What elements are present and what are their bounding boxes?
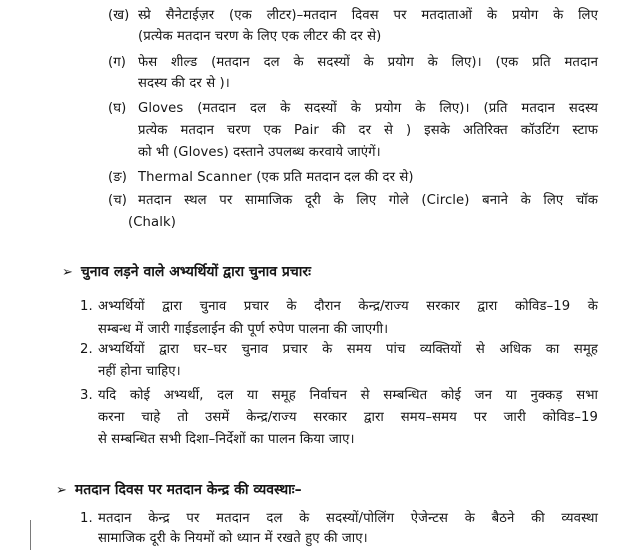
item-line: स्प्रे सैनेटाईज़र (एक लीटर)–मतदान दिवस पर मतदाताओं के प्रयोग के लिए: [138, 8, 598, 23]
section-heading-polling-day: [56, 480, 302, 501]
list-item-nga: [108, 167, 598, 188]
section-heading-text: चुनाव लड़ने वाले अभ्यर्थियों द्वारा चुनाव प्रचारः: [80, 264, 311, 280]
item-marker: (ग): [108, 55, 127, 70]
list-item-gha: [108, 98, 598, 162]
item-line: सम्बन्ध में जारी गाईडलाईन की पूर्ण रुपेण पालना की जाएगी।: [98, 322, 389, 337]
item-line: Gloves (मतदान दल के सदस्यों के प्रयोग के लिए)। (प्रति मतदान सदस्य: [138, 101, 598, 116]
item-line: मतदान केन्द्र पर मतदान दल के सदस्यों/पोलिंग ऐजेन्टस के बैठने की व्यवस्था: [98, 511, 598, 526]
item-line: यदि कोई अभ्यर्थी, दल या समूह निर्वाचन से सम्बन्धित कोई जन या नुक्कड़ सभा: [98, 388, 598, 403]
list-item-campaign-3: [80, 385, 600, 451]
page-margin-line: [30, 520, 31, 550]
item-line: प्रत्येक मतदान चरण एक Pair की दर से ) इसके अतिरिक्त कॉउटिंग स्टाफ: [138, 123, 598, 138]
item-marker: 1.: [80, 299, 93, 314]
item-line: सामाजिक दूरी के नियमों को ध्यान में रखते हुए की जाए।: [98, 531, 368, 546]
arrow-bullet-icon: ➢: [56, 483, 67, 498]
item-line: करना चाहे तो उसमें केन्द्र/राज्य सरकार द्वारा समय–समय पर जारी कोविड–19: [98, 410, 598, 425]
list-item-campaign-2: [80, 339, 600, 383]
item-marker: 2.: [80, 342, 93, 357]
list-item-cha: [108, 190, 598, 234]
list-item-campaign-1: [80, 296, 600, 340]
item-marker: 3.: [80, 388, 93, 403]
item-marker: (ख): [108, 8, 130, 23]
item-line: अभ्यर्थियों द्वारा चुनाव प्रचार के दौरान केन्द्र/राज्य सरकार द्वारा कोविड–19 के: [98, 299, 598, 314]
item-line: फेस शील्ड (मतदान दल के सदस्यों के प्रयोग के लिए)। (एक प्रति मतदान: [138, 55, 598, 70]
section-heading-text: मतदान दिवस पर मतदान केन्द्र की व्यवस्थाः–: [74, 482, 302, 498]
item-line: से सम्बन्धित सभी दिशा–निर्देशों का पालन किया जाए।: [98, 432, 355, 447]
item-marker: 1.: [80, 511, 93, 526]
list-item-ga: [108, 52, 598, 94]
item-marker: (च): [108, 193, 127, 208]
item-line: Thermal Scanner (एक प्रति मतदान दल की दर से): [138, 170, 414, 185]
section-heading-campaign: [62, 262, 311, 283]
item-line: (Chalk): [128, 215, 176, 230]
item-marker: (घ): [108, 101, 127, 116]
list-item-kha: [108, 5, 598, 47]
item-line: सदस्य की दर से )।: [138, 76, 230, 91]
item-line: मतदान स्थल पर सामाजिक दूरी के लिए गोले (Circle) बनाने के लिए चॉक: [138, 193, 598, 208]
item-line: अभ्यर्थियों द्वारा घर–घर चुनाव प्रचार के समय पांच व्यक्तियों से अधिक का समूह: [98, 342, 598, 357]
item-line: नहीं होना चाहिए।: [98, 364, 181, 379]
item-line: (प्रत्येक मतदान चरण के लिए एक लीटर की दर से): [138, 29, 382, 44]
item-line: को भी (Gloves) दस्ताने उपलब्ध करवाये जाएंगें।: [138, 145, 381, 160]
list-item-polling-1: [80, 508, 600, 550]
arrow-bullet-icon: ➢: [62, 265, 73, 280]
item-marker: (ङ): [108, 170, 127, 185]
